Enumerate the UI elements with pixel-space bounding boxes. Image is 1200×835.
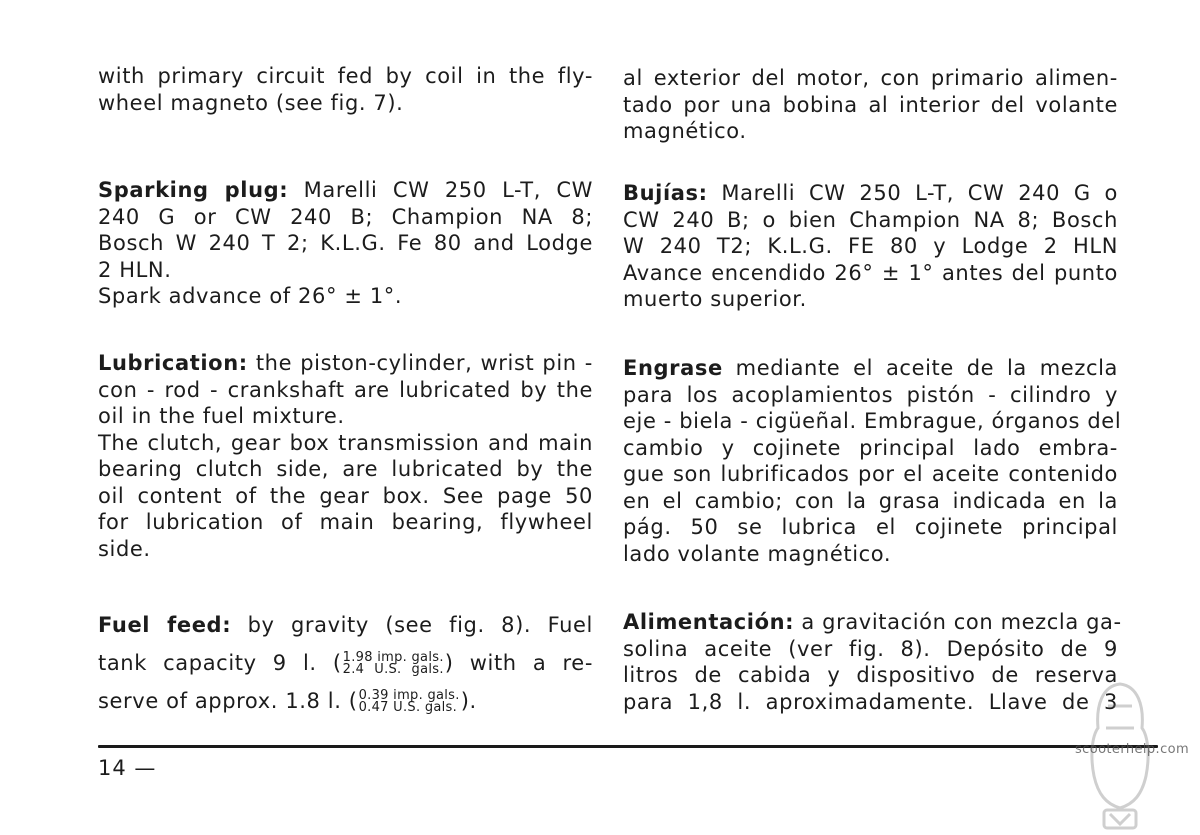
text-line: wheel magneto (see fig. 7). [98,90,404,115]
text-line: Bosch W 240 T 2; K.L.G. Fe 80 and Lodge [98,231,593,255]
text-line: Marelli CW 250 L-T, CW 240 G o [707,181,1118,205]
fuel-feed-paragraph [98,606,593,720]
fraction-top: 0.39 imp. gals. [358,688,460,703]
text-line: W 240 T2; K.L.G. FE 80 y Lodge 2 HLN [623,234,1118,258]
text-run: ) with a re- [444,651,593,675]
text-line: lado volante magnético. [623,541,892,566]
text-line: with primary circuit fed by coil in the fly- [98,64,593,88]
text-line: para los acoplamientos pistón - cilindro y [623,382,1118,407]
text-line: pág. 50 se lubrica el cojinete principal [623,515,1118,539]
text-line: solina aceite (ver fig. 8). Depósito de 9 [623,636,1118,661]
text-run: ). [460,689,477,713]
text-line: side. [98,536,151,561]
text-line: gue son lubrificados por el aceite contenido [623,462,1118,486]
text-line: cambio y cojinete principal lado embra- [623,435,1118,460]
text-line: bearing clutch side, are lubricated by the [98,457,593,481]
text-line: muerto superior. [623,287,807,311]
text-run: serve of approx. 1.8 l. ( [98,689,358,713]
sparking-plug-heading: Sparking plug: [98,178,289,202]
reserve-line [98,682,593,720]
text-line: 2 HLN. [98,257,172,282]
ignition-continuation [98,63,593,116]
text-line: litros de cabida y dispositivo de reserva [623,663,1118,687]
bujias-heading: Bujías: [623,181,708,205]
text-line: para 1,8 l. aproximadamente. Llave de 3 [623,689,1118,714]
text-line: by gravity (see fig. 8). Fuel [231,613,593,637]
text-line: magnético. [623,119,747,143]
bujias-paragraph [623,180,1118,313]
text-line: tado por una bobina al interior del volante [623,92,1118,117]
text-line: 240 G or CW 240 B; Champion NA 8; [98,204,593,229]
alimentacion-heading: Alimentación: [623,610,795,634]
text-line: the piston-cylinder, wrist pin - [247,351,593,375]
text-line: con - rod - crankshaft are lubricated by the [98,377,593,402]
text-run: tank capacity 9 l. ( [98,651,342,675]
lubrication-heading: Lubrication: [98,351,248,375]
ignition-continuation-es [623,65,1118,145]
text-line: mediante el aceite de la mezcla [722,356,1118,380]
text-line: Avance encendido 26° ± 1° antes del punto [623,260,1118,285]
text-line: en el cambio; con la grasa indicada en la [623,488,1118,513]
fraction-top: 1.98 imp. gals. [342,650,444,665]
engrase-paragraph [623,355,1122,567]
fraction-bottom: 0.47 U.S. gals. [358,700,458,715]
text-line: oil content of the gear box. See page 50 [98,483,593,508]
footer-rule [98,745,1158,748]
text-line: for lubrication of main bearing, flywheel [98,510,593,534]
reserve-gallons-fraction [359,690,460,714]
fuel-feed-heading: Fuel feed: [98,613,232,637]
page-number: 14 — [98,756,157,780]
text-line: Spark advance of 26° ± 1°. [98,284,403,308]
text-line: al exterior del motor, con primario alimen- [623,66,1118,90]
text-line: CW 240 B; o bien Champion NA 8; Bosch [623,207,1118,232]
fraction-bottom: 2.4 U.S. gals. [342,662,444,677]
text-line: oil in the fuel mixture. [98,404,345,428]
engrase-heading: Engrase [623,356,723,380]
tank-capacity-line [98,644,593,682]
text-line: a gravitación con mezcla ga- [794,610,1122,634]
alimentacion-paragraph [623,609,1122,715]
watermark-text: scooterhelp.com [1075,742,1190,757]
lubrication-paragraph [98,350,593,562]
text-line: eje - biela - cigüeñal. Embrague, órganos del [623,409,1122,433]
text-line: Marelli CW 250 L-T, CW [288,178,593,202]
capacity-gallons-fraction [343,652,444,676]
sparking-plug-paragraph [98,177,593,310]
text-line: The clutch, gear box transmission and main [98,430,593,455]
